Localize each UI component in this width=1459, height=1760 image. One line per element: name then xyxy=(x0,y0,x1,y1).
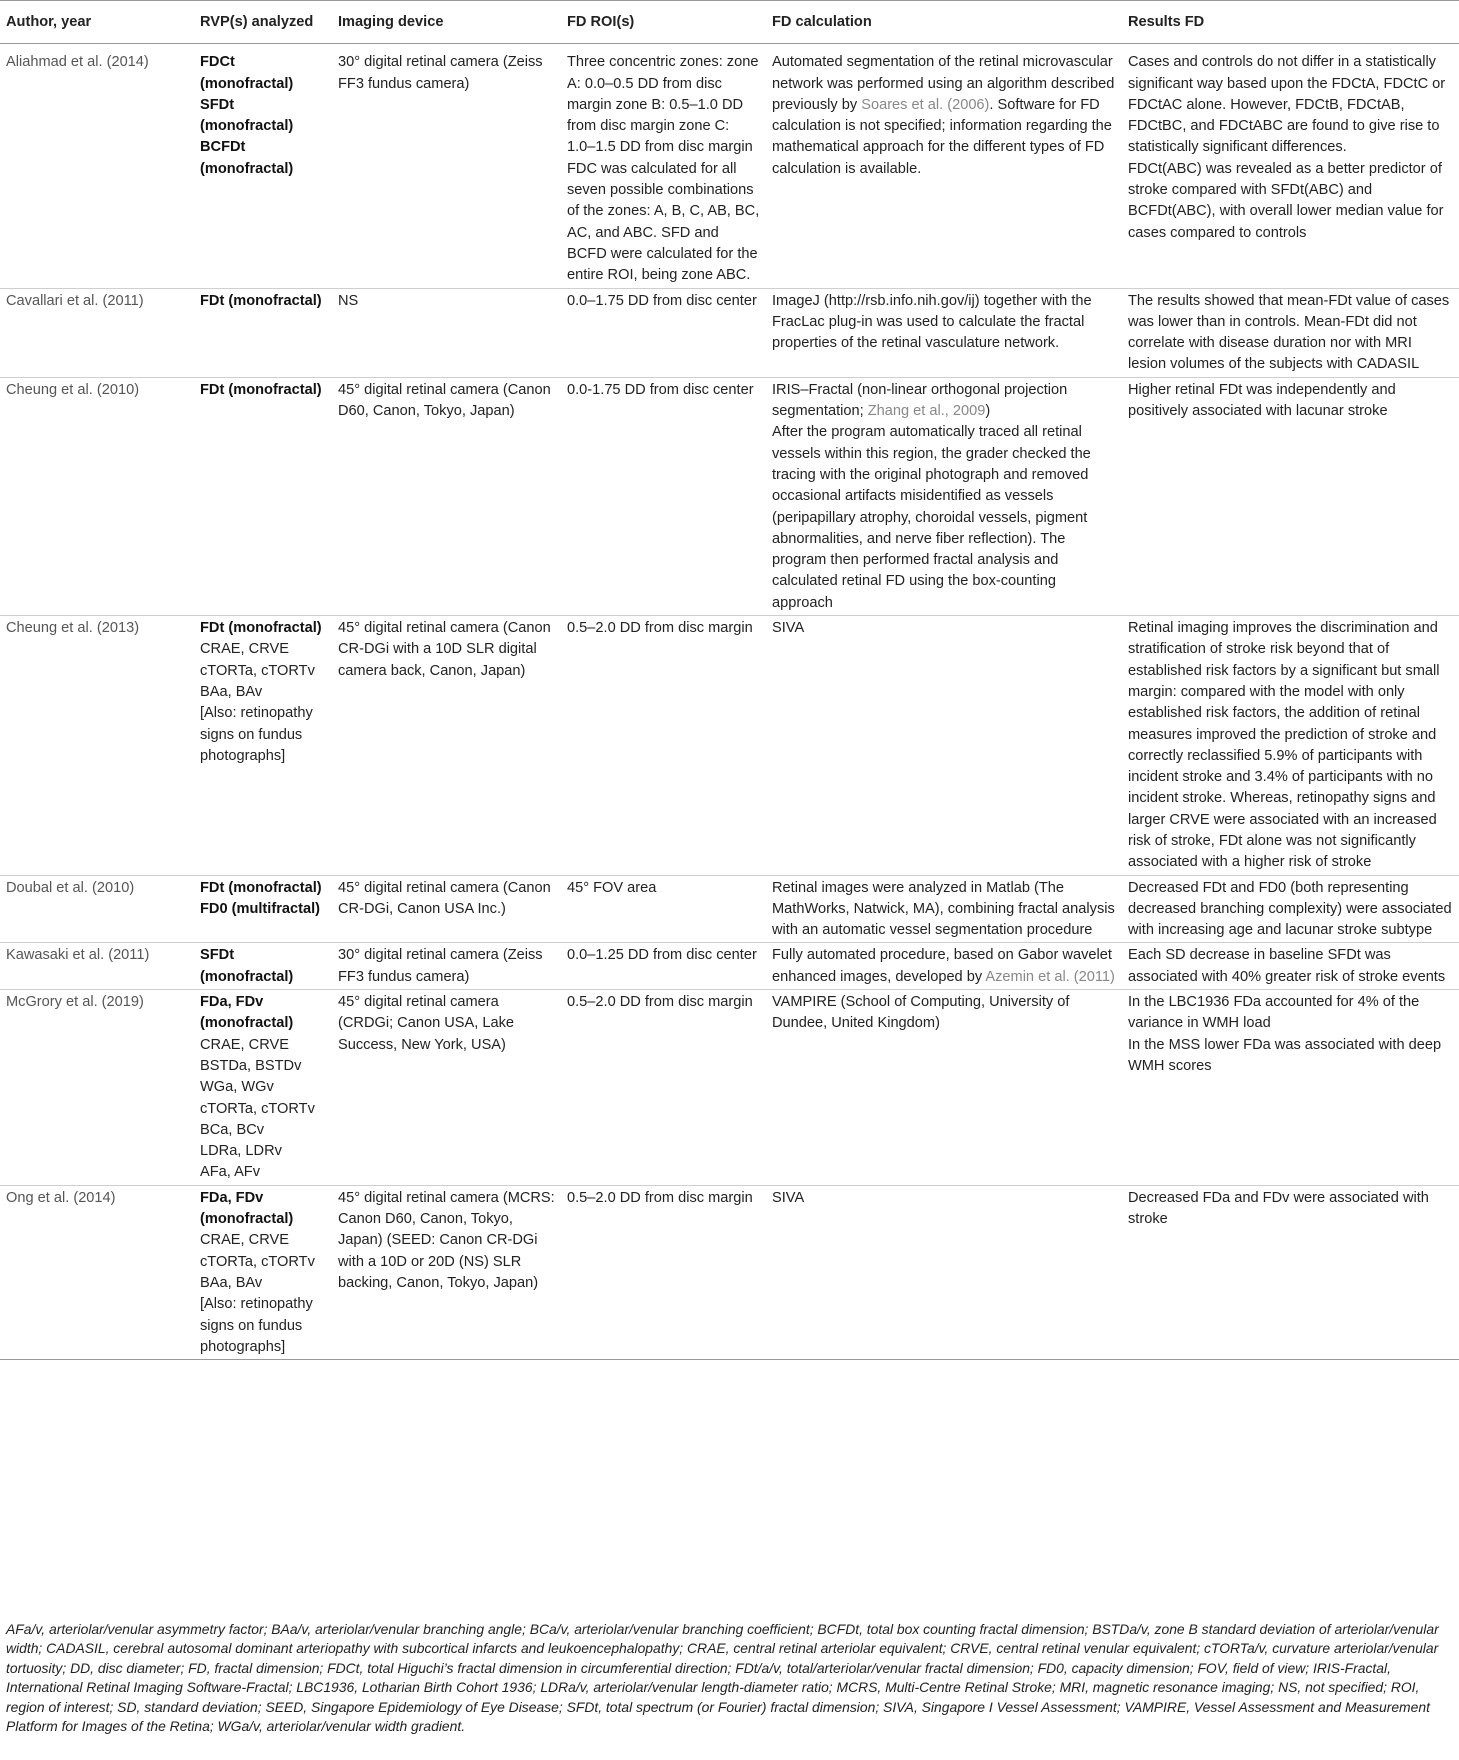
cell-imaging-device: 45° digital retinal camera (CRDGi; Canon USA, Lake Success, New York, USA) xyxy=(338,994,515,1053)
cell-rvp xyxy=(194,288,332,377)
table-row xyxy=(0,875,1459,943)
header-row xyxy=(0,1,1459,44)
cell-author: McGrory et al. (2019) xyxy=(6,994,144,1011)
calc-paragraph xyxy=(772,52,1116,180)
cell-author: Cavallari et al. (2011) xyxy=(6,292,144,309)
rvp-item: FDt (monofractal) xyxy=(200,381,322,398)
calc-text: ) xyxy=(985,403,991,420)
table-row xyxy=(0,990,1459,1186)
cell-fd-roi: 0.5–2.0 DD from disc margin xyxy=(567,1189,753,1206)
cell-fd-roi: 45° FOV area xyxy=(567,879,657,896)
table-row xyxy=(0,943,1459,990)
cell-fd-calculation xyxy=(766,616,1122,876)
cell-fd-calculation xyxy=(766,377,1122,615)
rvp-item: FDt (monofractal) xyxy=(200,879,322,896)
calc-paragraph xyxy=(772,291,1116,355)
cell-rvp xyxy=(194,943,332,990)
cell-results-fd xyxy=(1122,943,1459,990)
table-header xyxy=(0,1,1459,44)
cell-imaging-device: 45° digital retinal camera (Canon CR-DGi, Canon USA Inc.) xyxy=(338,879,551,917)
cell-imaging-device: 30° digital retinal camera (Zeiss FF3 fundus camera) xyxy=(338,54,543,92)
calc-paragraph xyxy=(772,945,1116,988)
rvp-item: AFa, AFv xyxy=(200,1164,261,1181)
calc-text: . Software for FD calculation is not specified; information regarding the mathematical approach for the different types of FD calculation is available. xyxy=(772,96,1112,177)
results-paragraph: FDCt(ABC) was revealed as a better predictor of stroke compared with SFDt(ABC) and BCFDt(ABC), with overall lower median value for cases compared to controls xyxy=(1128,160,1444,241)
calc-text: Retinal images were analyzed in Matlab (The MathWorks, Natwick, MA), combining fractal analysis with an automatic vessel segmentation procedure xyxy=(772,879,1115,939)
calc-text: Automated segmentation of the retinal microvascular network was performed using an algorithm described previously by xyxy=(772,54,1115,113)
cell-rvp xyxy=(194,875,332,943)
citation-link[interactable]: Soares et al. (2006) xyxy=(861,96,990,113)
rvp-item: CRAE, CRVE xyxy=(200,641,289,658)
calc-text: SIVA xyxy=(772,620,805,637)
cell-fd-calculation xyxy=(766,990,1122,1186)
cell-imaging-device: 45° digital retinal camera (Canon CR-DGi with a 10D SLR digital camera back, Canon, Japan) xyxy=(338,620,551,679)
calc-paragraph xyxy=(772,422,1116,614)
cell-imaging-device: 45° digital retinal camera (MCRS: Canon D60, Canon, Tokyo, Japan) (SEED: Canon CR-DGi with a 10D or 20D (NS) SLR backing, Canon, Tokyo, Japan) xyxy=(338,1189,555,1291)
cell-author: Ong et al. (2014) xyxy=(6,1189,116,1206)
results-paragraph: Decreased FDa and FDv were associated with stroke xyxy=(1128,1189,1429,1228)
results-paragraph: Decreased FDt and FD0 (both representing decreased branching complexity) were associated with increasing age and lacunar stroke subtype xyxy=(1128,879,1452,939)
calc-paragraph xyxy=(772,618,1116,639)
cell-fd-calculation xyxy=(766,1185,1122,1359)
rvp-item: FDa, FDv (monofractal) xyxy=(200,994,294,1032)
cell-rvp xyxy=(194,44,332,288)
cell-rvp xyxy=(194,377,332,615)
cell-imaging-device: NS xyxy=(338,292,359,309)
calc-text: SIVA xyxy=(772,1189,805,1206)
cell-author: Cheung et al. (2013) xyxy=(6,620,140,637)
cell-fd-roi: 0.5–2.0 DD from disc margin xyxy=(567,994,753,1011)
rvp-item: FD0 (multifractal) xyxy=(200,900,321,917)
cell-imaging-device: 30° digital retinal camera (Zeiss FF3 fundus camera) xyxy=(338,947,543,985)
rvp-item: CRAE, CRVE xyxy=(200,1036,289,1053)
cell-rvp xyxy=(194,616,332,876)
cell-fd-calculation xyxy=(766,44,1122,288)
cell-fd-roi: 0.5–2.0 DD from disc margin xyxy=(567,620,753,637)
cell-imaging-device: 45° digital retinal camera (Canon D60, Canon, Tokyo, Japan) xyxy=(338,381,551,420)
results-paragraph: Retinal imaging improves the discrimination and stratification of stroke risk beyond that of established risk factors by a significant but small margin: compared with the model with only established risk factors, the addition of retinal measures improved the prediction of stroke and correctly reclassified 5.9% of participants with incident stroke and 3.4% of participants with no incident stroke. Whereas, retinopathy signs and larger CRVE were associated with an increased risk of stroke, FDt alone was not significantly associated with a higher risk of stroke xyxy=(1128,620,1440,871)
table-row xyxy=(0,288,1459,377)
rvp-item: FDCt (monofractal) xyxy=(200,54,294,92)
cell-fd-roi: 0.0-1.75 DD from disc center xyxy=(567,381,754,398)
cell-results-fd xyxy=(1122,875,1459,943)
cell-fd-roi: 0.0–1.25 DD from disc center xyxy=(567,947,757,964)
cell-fd-calculation xyxy=(766,288,1122,377)
rvp-item: LDRa, LDRv xyxy=(200,1143,282,1160)
calc-paragraph xyxy=(772,1188,1116,1209)
header-fd-calculation: FD calculation xyxy=(772,14,872,30)
cell-results-fd xyxy=(1122,990,1459,1186)
cell-fd-roi: 0.0–1.75 DD from disc center xyxy=(567,292,757,309)
table-row xyxy=(0,44,1459,288)
rvp-item: FDt (monofractal) xyxy=(200,620,322,637)
results-paragraph: The results showed that mean-FDt value of cases was lower than in controls. Mean-FDt did not correlate with disease duration nor with MRI lesion volumes of the subjects with CADASIL xyxy=(1128,292,1450,373)
citation-link[interactable]: Zhang et al., 2009 xyxy=(867,403,986,420)
table-row xyxy=(0,616,1459,876)
table-row xyxy=(0,1185,1459,1359)
rvp-item: [Also: retinopathy signs on fundus photographs] xyxy=(200,705,313,764)
cell-author: Cheung et al. (2010) xyxy=(6,381,140,398)
calc-paragraph xyxy=(772,878,1116,942)
results-paragraph: In the MSS lower FDa was associated with deep WMH scores xyxy=(1128,1036,1442,1074)
cell-results-fd xyxy=(1122,44,1459,288)
cell-fd-roi: Three concentric zones: zone A: 0.0–0.5 DD from disc margin zone B: 0.5–1.0 DD from disc margin zone C: 1.0–1.5 DD from disc margin FDC was calculated for all seven possible combinations of the zones: A, B, C, AB, BC, AC, and ABC. SFD and BCFD were calculated for the entire ROI, being zone ABC. xyxy=(567,54,760,284)
table-body xyxy=(0,44,1459,1360)
cell-author: Doubal et al. (2010) xyxy=(6,879,135,896)
calc-text: Fully automated procedure, based on Gabor wavelet enhanced images, developed by xyxy=(772,947,1112,985)
calc-text: ImageJ (http://rsb.info.nih.gov/ij) together with the FracLac plug-in was used to calculate the fractal properties of the retinal vasculature network. xyxy=(772,292,1092,352)
cell-author: Aliahmad et al. (2014) xyxy=(6,54,149,71)
calc-text: After the program automatically traced all retinal vessels within this region, the grader checked the tracing with the original photograph and removed occasional artifacts misidentified as vessels (peripapillary atrophy, choroidal vessels, pigment abnormalities, and nerve fiber reflection). The program then performed fractal analysis and calculated retinal FD using the box-counting approach xyxy=(772,424,1091,611)
cell-results-fd xyxy=(1122,616,1459,876)
calc-paragraph xyxy=(772,992,1116,1035)
results-paragraph: In the LBC1936 FDa accounted for 4% of the variance in WMH load xyxy=(1128,994,1420,1032)
rvp-item: BSTDa, BSTDv xyxy=(200,1057,302,1074)
rvp-item: FDt (monofractal) xyxy=(200,292,322,309)
rvp-item: cTORTa, cTORTv xyxy=(200,662,315,679)
calc-text: IRIS–Fractal (non-linear orthogonal projection segmentation; xyxy=(772,381,1068,420)
rvp-item: BAa, BAv xyxy=(200,683,263,700)
results-paragraph: Each SD decrease in baseline SFDt was associated with 40% greater risk of stroke events xyxy=(1128,947,1446,985)
cell-fd-calculation xyxy=(766,875,1122,943)
cell-results-fd xyxy=(1122,377,1459,615)
rvp-item: BAa, BAv xyxy=(200,1274,263,1291)
cell-rvp xyxy=(194,990,332,1186)
results-paragraph: Higher retinal FDt was independently and positively associated with lacunar stroke xyxy=(1128,381,1396,420)
header-author-year: Author, year xyxy=(6,14,92,30)
citation-link[interactable]: Azemin et al. (2011) xyxy=(985,968,1115,985)
calc-text: VAMPIRE (School of Computing, University of Dundee, United Kingdom) xyxy=(772,994,1070,1032)
cell-results-fd xyxy=(1122,288,1459,377)
rvp-item: CRAE, CRVE xyxy=(200,1232,289,1249)
results-paragraph: Cases and controls do not differ in a statistically significant way based upon the FDCtA, FDCtC or FDCtAC alone. However, FDCtB, FDCtAB, FDCtBC, and FDCtABC are found to give rise to statistically significant differences. xyxy=(1128,54,1446,156)
table-footnote: AFa/v, arteriolar/venular asymmetry factor; BAa/v, arteriolar/venular branching angle; BCa/v, arteriolar/venular branching coefficient; BCFDt, total box counting fractal dimension; BSTDa/v, zone B standard deviation of arteriolar/venular width; CADASIL, cerebral autosomal dominant arteriopathy with subcortical infarcts and leukoencephalopathy; CRAE, central retinal arteriolar equivalent; CRVE, central retinal venular equivalent; cTORTa/v, curvature arteriolar/venular tortuosity; DD, disc diameter; FD, fractal dimension; FDCt, total Higuchi’s fractal dimension in circumferential direction; FDt/a/v, total/arteriolar/venular fractal dimension; FD0, capacity dimension; FOV, field of view; IRIS-Fractal, International Retinal Imaging Software-Fractal; LBC1936, Lotharian Birth Cohort 1936; LDRa/v, arteriolar/venular length-diameter ratio; MCRS, Multi-Centre Retinal Stroke; MRI, magnetic resonance imaging; NS, not specified; ROI, region of interest; SD, standard deviation; SEED, Singapore Epidemiology of Eye Disease; SFDt, total spectrum (or Fourier) fractal dimension; SIVA, Singapore I Vessel Assessment; VAMPIRE, Vessel Assessment and Measurement Platform for Images of the Retina; WGa/v, arteriolar/venular width gradient. xyxy=(6,1621,1439,1735)
calc-paragraph xyxy=(772,380,1116,423)
header-imaging-device: Imaging device xyxy=(338,14,444,30)
cell-rvp xyxy=(194,1185,332,1359)
header-fd-roi: FD ROI(s) xyxy=(567,14,635,30)
cell-author: Kawasaki et al. (2011) xyxy=(6,947,150,964)
table-row xyxy=(0,377,1459,615)
cell-fd-calculation xyxy=(766,943,1122,990)
rvp-item: BCa, BCv xyxy=(200,1121,265,1138)
rvp-item: FDa, FDv (monofractal) xyxy=(200,1189,294,1228)
rvp-item: SFDt (monofractal) xyxy=(200,947,294,985)
rvp-item: cTORTa, cTORTv xyxy=(200,1100,315,1117)
header-rvp-analyzed: RVP(s) analyzed xyxy=(200,14,314,30)
rvp-item: WGa, WGv xyxy=(200,1079,274,1096)
rvp-item: [Also: retinopathy signs on fundus photographs] xyxy=(200,1296,313,1355)
rvp-item: BCFDt (monofractal) xyxy=(200,139,294,177)
cell-results-fd xyxy=(1122,1185,1459,1359)
rvp-item: SFDt (monofractal) xyxy=(200,96,294,135)
header-results-fd: Results FD xyxy=(1128,14,1205,30)
rvp-item: cTORTa, cTORTv xyxy=(200,1253,315,1270)
